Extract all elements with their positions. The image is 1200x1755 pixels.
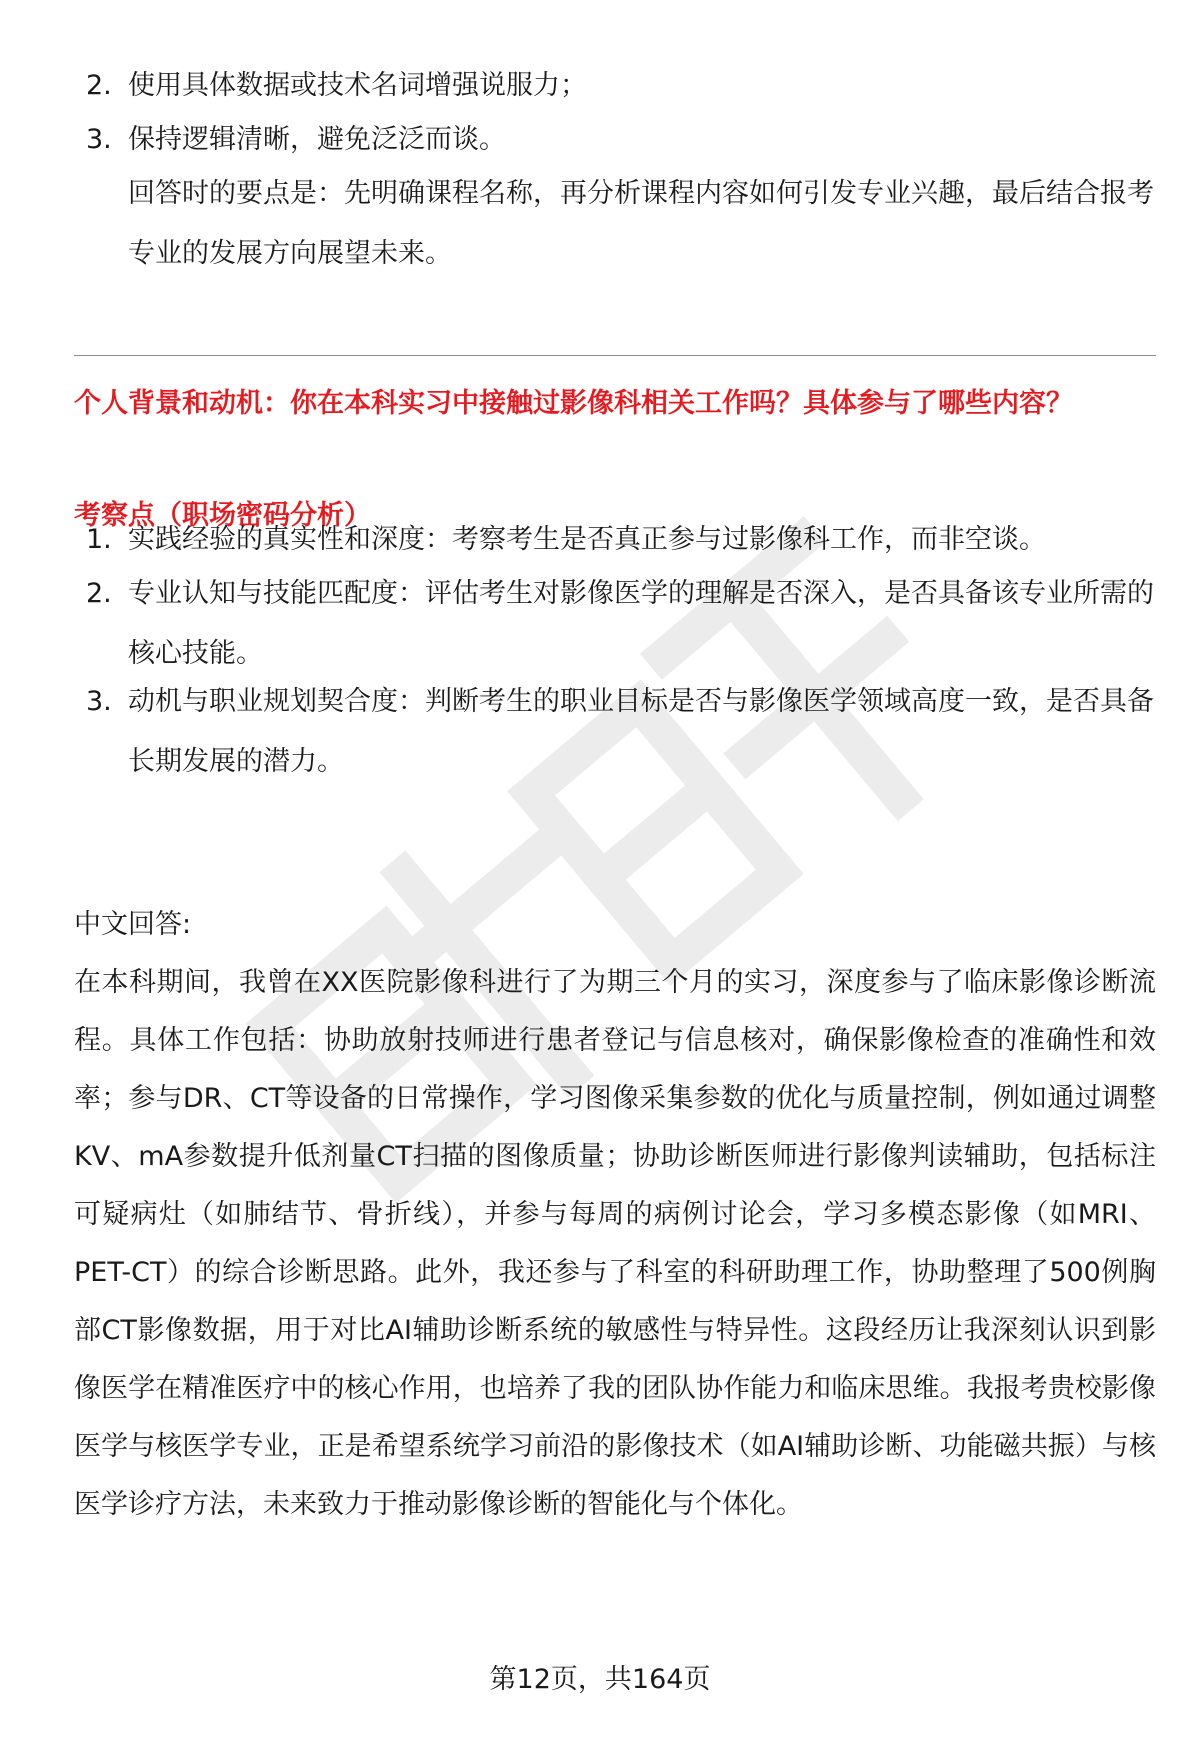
list-text: 动机与职业规划契合度：判断考生的职业目标是否与影像医学领域高度一致，是否具备长期发展的潜力。 [128, 686, 1154, 777]
page-number: 第12页，共164页 [489, 1664, 711, 1695]
list-number: 3. [86, 124, 112, 155]
assessment-points-title: 考察点（职场密码分析） [74, 500, 371, 531]
list-item [74, 672, 1154, 792]
list-item [74, 510, 1154, 570]
list-item [74, 56, 1154, 116]
question-heading: 个人背景和动机：你在本科实习中接触过影像科相关工作吗？具体参与了哪些内容？ [74, 388, 1073, 419]
list-text: 专业认知与技能匹配度：评估考生对影像医学的理解是否深入，是否具备该专业所需的核心技能。 [128, 578, 1154, 669]
list-text: 使用具体数据或技术名词增强说服力； [128, 70, 587, 101]
list-item [74, 110, 1154, 170]
answer-body: 在本科期间，我曾在XX医院影像科进行了为期三个月的实习，深度参与了临床影像诊断流程。具体工作包括：协助放射技师进行患者登记与信息核对，确保影像检查的准确性和效率；参与DR、CT等设备的日常操作，学习图像采集参数的优化与质量控制，例如通过调整KV、mA参数提升低剂量CT扫描的图像质量；协助诊断医师进行影像判读辅助，包括标注可疑病灶（如肺结节、骨折线），并参与每周的病例讨论会，学习多模态影像（如MRI、PET-CT）的综合诊断思路。此外，我还参与了科室的科研助理工作，协助整理了500例胸部CT影像数据，用于对比AI辅助诊断系统的敏感性与特异性。这段经历让我深刻认识到影像医学在精准医疗中的核心作用，也培养了我的团队协作能力和临床思维。我报考贵校影像医学与核医学专业，正是希望系统学习前沿的影像技术（如AI辅助诊断、功能磁共振）与核医学诊疗方法，未来致力于推动影像诊断的智能化与个体化。 [74, 967, 1156, 1520]
answer-tip: 回答时的要点是：先明确课程名称，再分析课程内容如何引发专业兴趣，最后结合报考专业的发展方向展望未来。 [128, 178, 1154, 269]
list-number: 2. [86, 70, 112, 101]
list-number: 3. [86, 686, 112, 717]
list-item [74, 564, 1154, 684]
section-divider [74, 355, 1156, 356]
list-text: 实践经验的真实性和深度：考察考生是否真正参与过影像科工作，而非空谈。 [128, 524, 1046, 555]
list-number: 2. [86, 578, 112, 609]
list-number: 1. [86, 524, 112, 555]
answer-label: 中文回答: [74, 909, 192, 940]
list-text: 保持逻辑清晰，避免泛泛而谈。 [128, 124, 506, 155]
